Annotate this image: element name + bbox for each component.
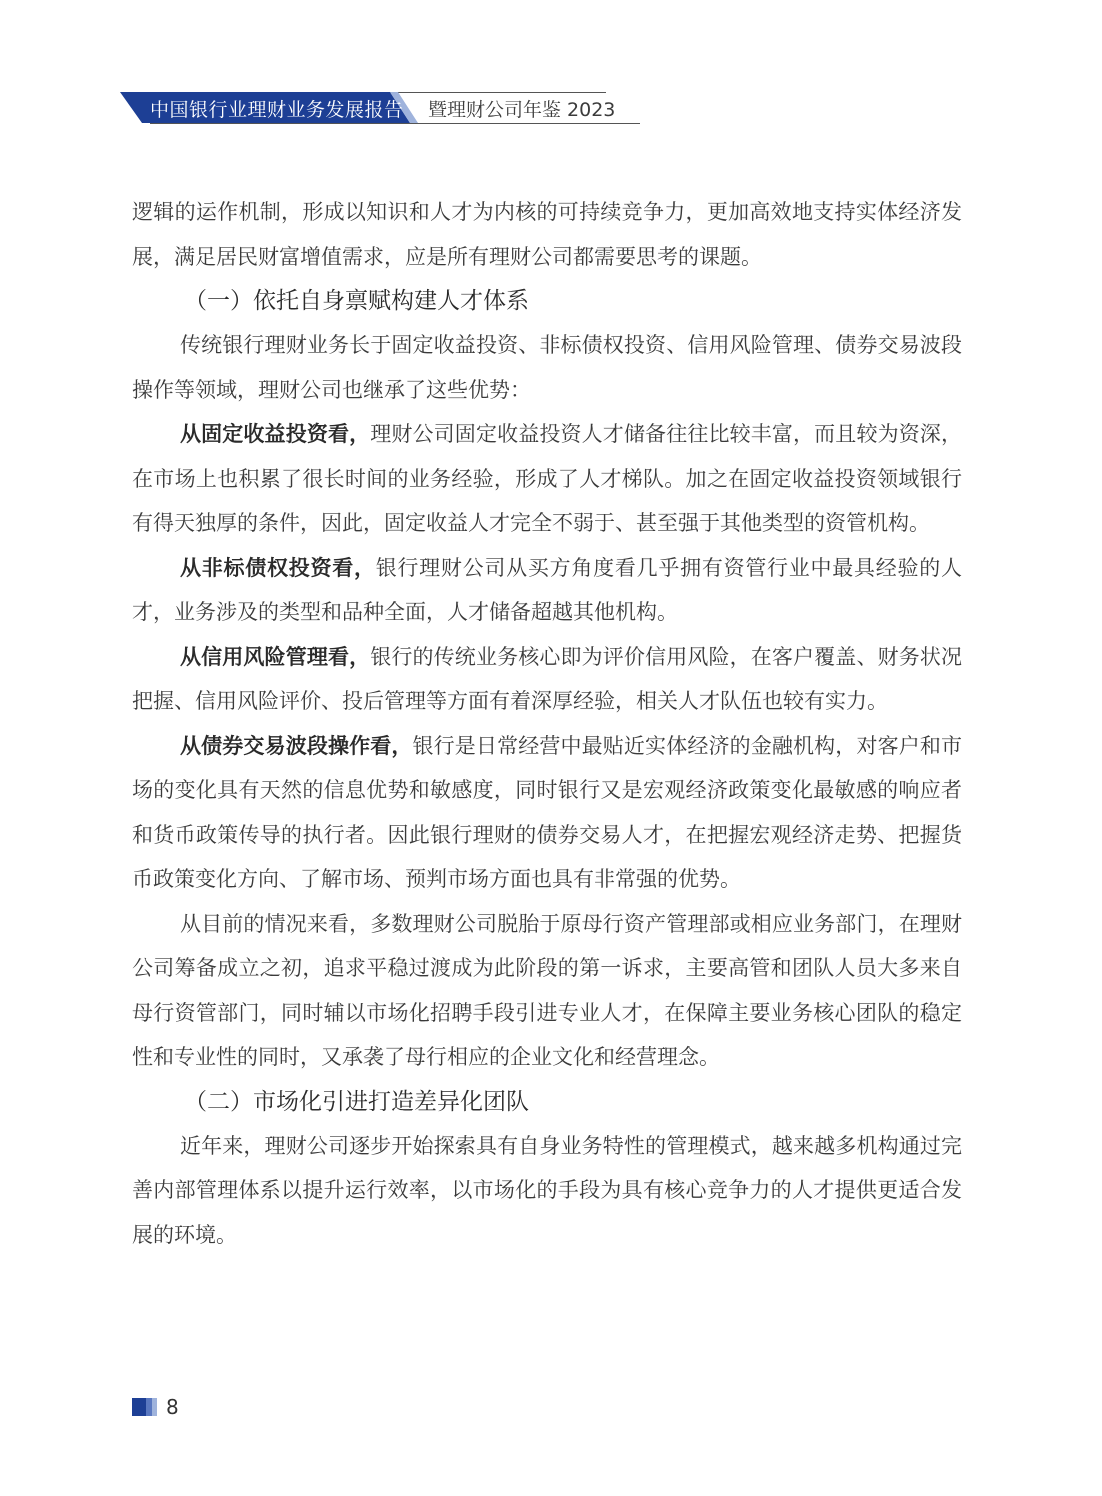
paragraph — [132, 635, 962, 724]
paragraph-text: 银行是日常经营中最贴近实体经济的金融机构，对客户和市场的变化具有天然的信息优势和敏感度，同时银行又是宏观经济政策变化最敏感的响应者和货币政策传导的执行者。因此银行理财的债券交易人才，在把握宏观经济走势、把握货币政策变化方向、了解市场、预判市场方面也具有非常强的优势。 — [132, 733, 963, 891]
paragraph-text: 银行的传统业务核心即为评价信用风险，在客户覆盖、财务状况把握、信用风险评价、投后管理等方面有着深厚经验，相关人才队伍也较有实力。 — [132, 644, 962, 713]
paragraph-lead: 从非标债权投资看， — [180, 555, 376, 580]
paragraph: 传统银行理财业务长于固定收益投资、非标债权投资、信用风险管理、债券交易波段操作等领域，理财公司也继承了这些优势： — [132, 333, 962, 402]
page-number: 8 — [166, 1395, 179, 1419]
paragraph-lead: 从信用风险管理看， — [180, 644, 371, 669]
paragraph-text: 理财公司固定收益投资人才储备往往比较丰富，而且较为资深，在市场上也积累了很长时间的业务经验，形成了人才梯队。加之在固定收益投资领域银行有得天独厚的条件，因此，固定收益人才完全不弱于、甚至强于其他类型的资管机构。 — [132, 422, 962, 535]
paragraph-text: 银行理财公司从买方角度看几乎拥有资管行业中最具经验的人才，业务涉及的类型和品种全面，人才储备超越其他机构。 — [132, 555, 962, 624]
report-subtitle: 暨理财公司年鉴 2023 — [428, 99, 616, 121]
paragraph: 从目前的情况来看，多数理财公司脱胎于原母行资产管理部或相应业务部门，在理财公司筹备成立之初，追求平稳过渡成为此阶段的第一诉求，主要高管和团队人员大多来自母行资管部门，同时辅以市场化招聘手段引进专业人才，在保障主要业务核心团队的稳定性和专业性的同时，又承袭了母行相应的企业文化和经营理念。 — [132, 911, 962, 1069]
paragraph-lead: 从固定收益投资看， — [180, 422, 371, 446]
paragraph — [132, 546, 962, 635]
report-title: 中国银行业理财业务发展报告 — [150, 99, 404, 121]
page-header — [0, 0, 1102, 130]
paragraph — [132, 724, 962, 902]
main-text — [132, 190, 962, 1257]
paragraph — [132, 412, 962, 546]
section-heading-2: （二）市场化引进打造差异化团队 — [184, 1088, 529, 1115]
paragraph: 逻辑的运作机制，形成以知识和人才为内核的可持续竞争力，更加高效地支持实体经济发展，满足居民财富增值需求，应是所有理财公司都需要思考的课题。 — [132, 200, 962, 269]
paragraph: 近年来，理财公司逐步开始探索具有自身业务特性的管理模式，越来越多机构通过完善内部管理体系以提升运行效率，以市场化的手段为具有核心竞争力的人才提供更适合发展的环境。 — [132, 1133, 962, 1247]
page-marker-icon — [132, 1398, 160, 1416]
section-heading-1: （一）依托自身禀赋构建人才体系 — [184, 288, 529, 314]
paragraph-lead: 从债券交易波段操作看， — [180, 733, 413, 758]
